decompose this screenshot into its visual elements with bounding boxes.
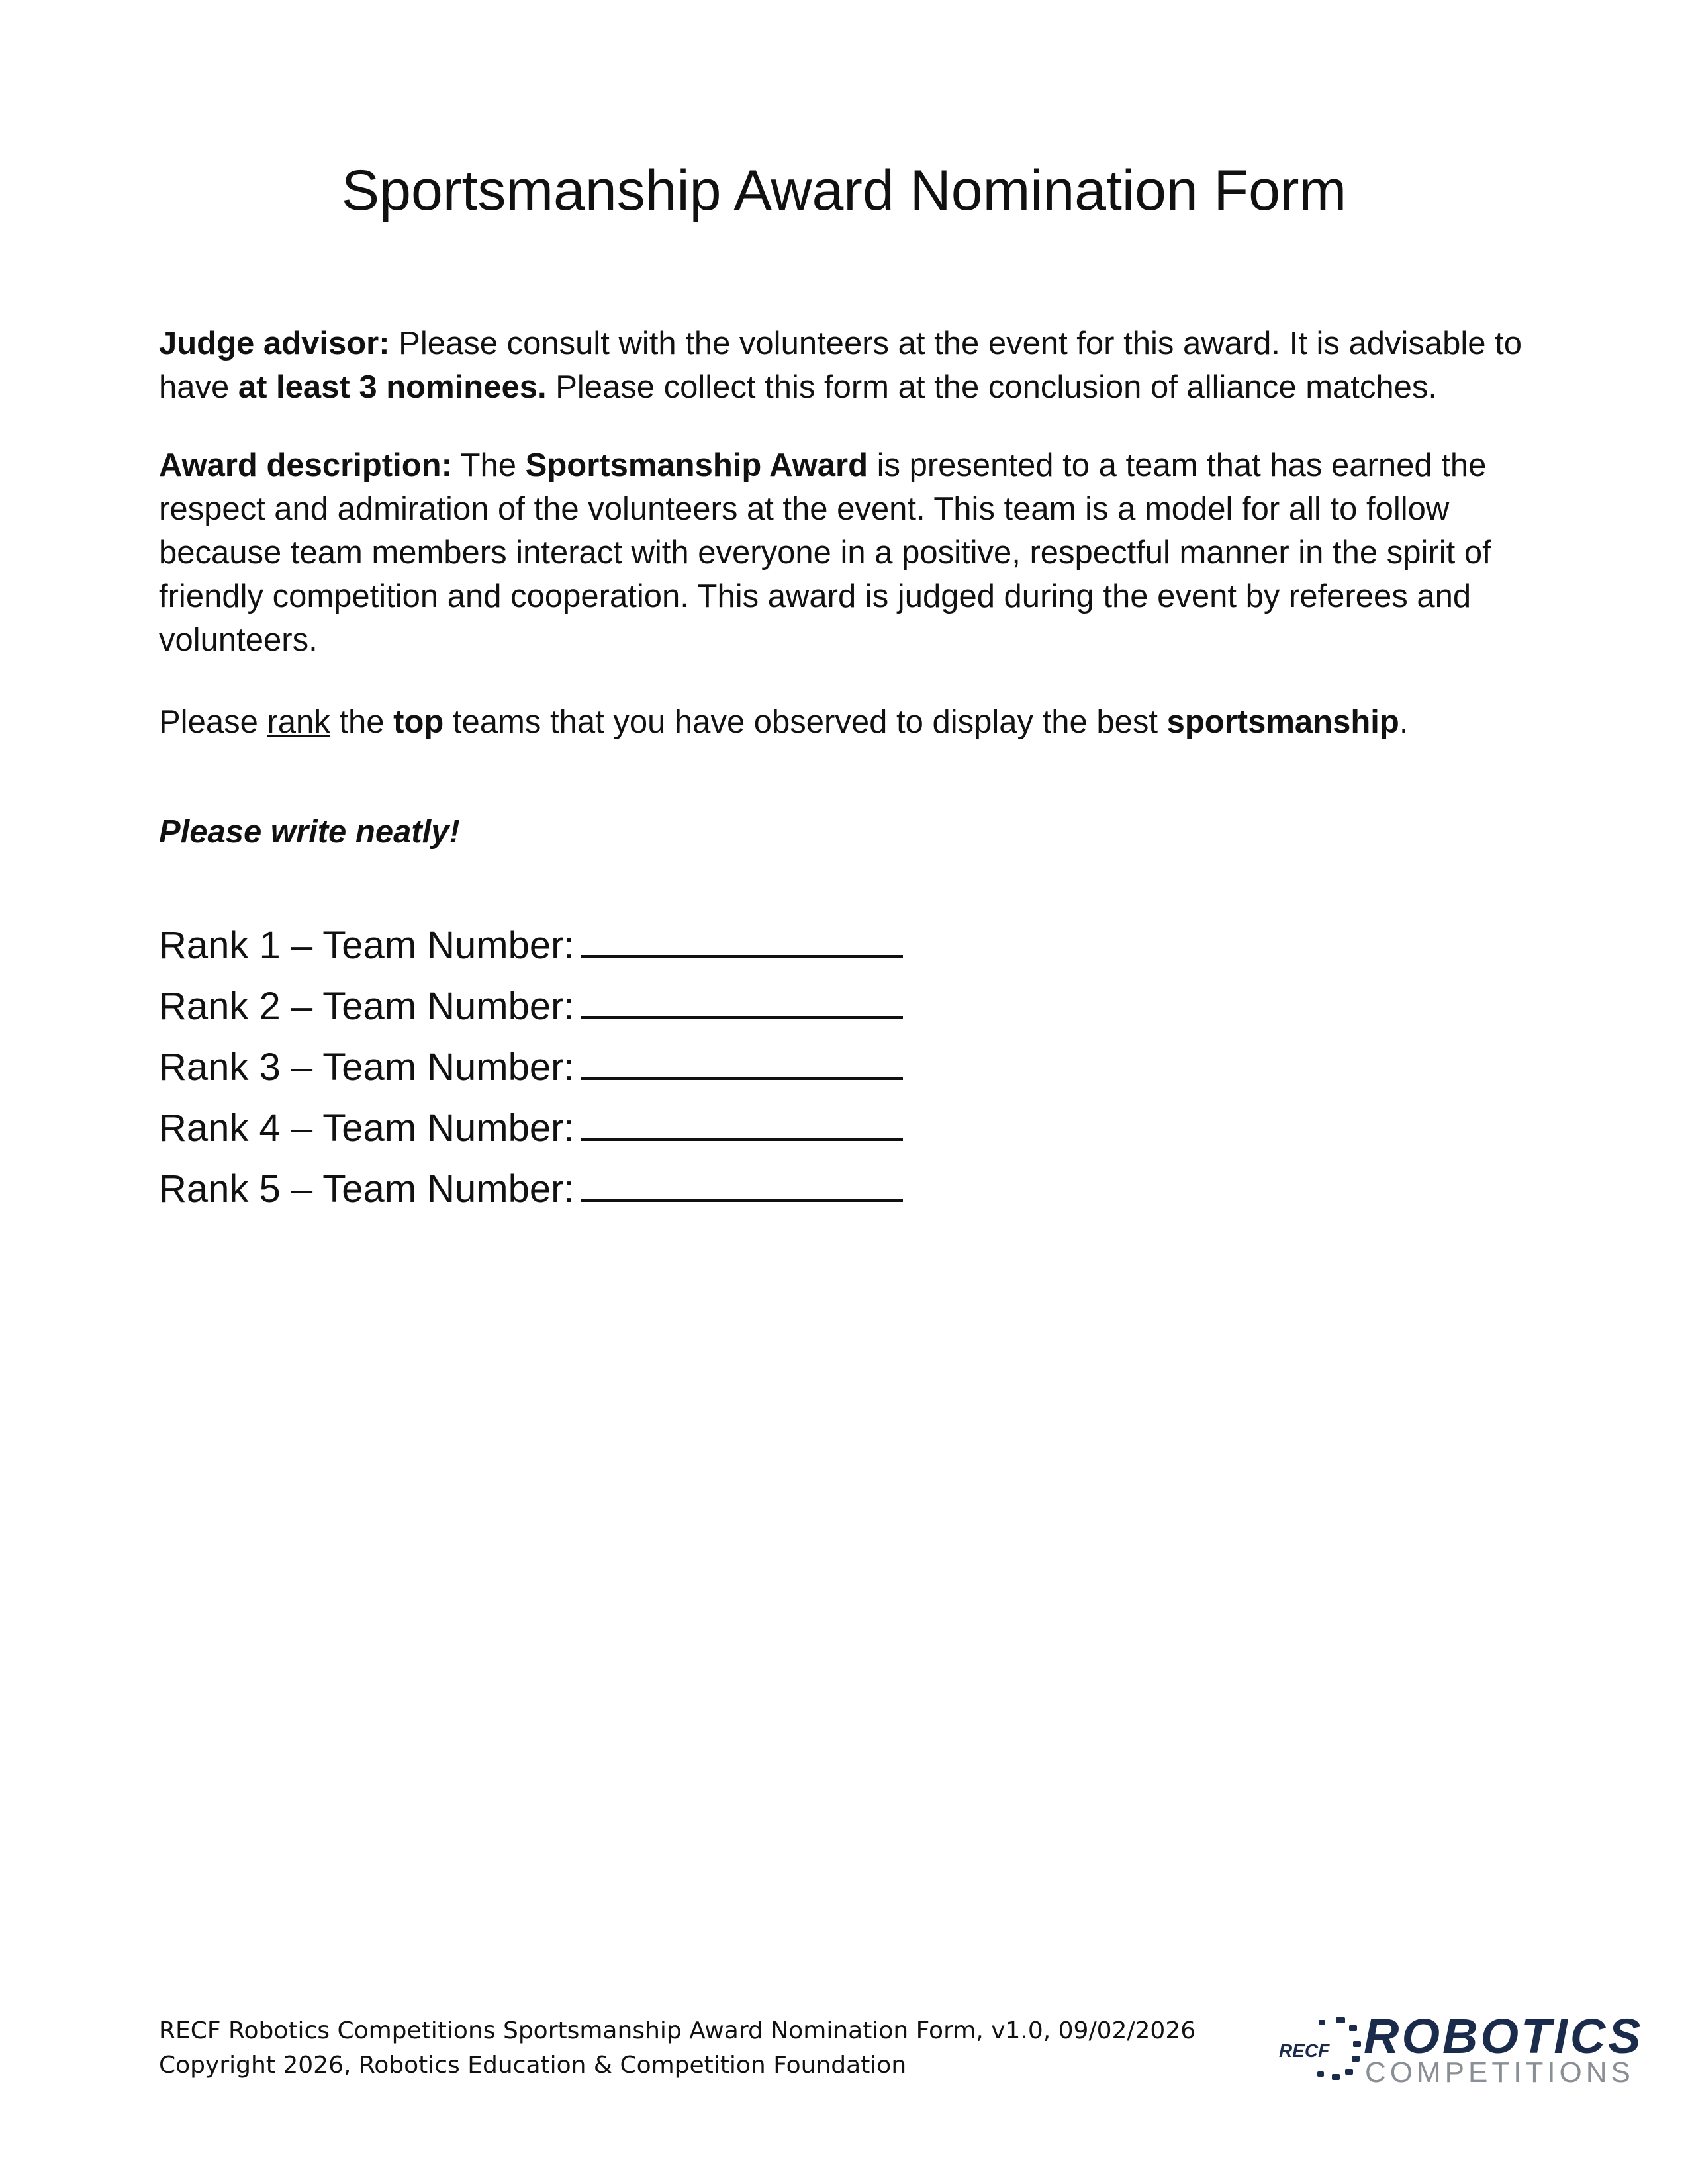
gear-icon [1278, 2016, 1364, 2082]
team-number-blank[interactable] [581, 1169, 903, 1202]
award-name: Sportsmanship Award [525, 447, 868, 483]
team-number-blank[interactable] [581, 987, 903, 1019]
judge-advisor-bold: at least 3 nominees. [238, 369, 547, 405]
award-description-text-1: The [451, 447, 526, 483]
instruction-text-2: the [330, 704, 394, 740]
rank-row-1 [159, 915, 903, 976]
instruction-text-4: . [1399, 704, 1409, 740]
rank-row-2 [159, 976, 903, 1037]
rank-label: Rank 5 – Team Number: [159, 1167, 575, 1210]
instruction-paragraph [159, 700, 1542, 744]
recf-logo [1278, 2009, 1644, 2089]
page-title: Sportsmanship Award Nomination Form [341, 159, 1347, 222]
instruction-top-word: top [393, 704, 444, 740]
footer-line-2: Copyright 2026, Robotics Education & Competition Foundation [159, 2052, 907, 2079]
rank-label: Rank 3 – Team Number: [159, 1046, 575, 1089]
logo-text-robotics: ROBOTICS [1364, 2009, 1644, 2064]
judge-advisor-paragraph [159, 322, 1542, 409]
rank-label: Rank 2 – Team Number: [159, 985, 575, 1028]
rank-row-5 [159, 1159, 903, 1220]
award-description-label: Award description: [159, 447, 452, 483]
logo-text-competitions: COMPETITIONS [1365, 2056, 1634, 2089]
instruction-text-1: Please [159, 704, 267, 740]
judge-advisor-text-2: Please collect this form at the conclusion of alliance matches. [546, 369, 1438, 405]
rank-row-3 [159, 1037, 903, 1098]
award-description-text-2: is presented to a team that has earned the respect and admiration of the volunteers at the event. This team is a model for all to follow because team members interact with everyone in a positive, respectful manner in the spirit of friendly competition and cooperation. This award is judged during the event by referees and volunteers. [159, 447, 1491, 658]
rank-list [159, 915, 903, 1220]
rank-row-4 [159, 1098, 903, 1159]
footer [159, 2014, 1196, 2083]
instruction-rank-word: rank [267, 704, 330, 740]
instruction-text-3: teams that you have observed to display the best [444, 704, 1167, 740]
rank-label: Rank 1 – Team Number: [159, 924, 575, 967]
judge-advisor-label: Judge advisor: [159, 326, 390, 361]
instruction-sportsmanship-word: sportsmanship [1166, 704, 1399, 740]
write-neatly-note: Please write neatly! [159, 814, 460, 850]
team-number-blank[interactable] [581, 1048, 903, 1080]
footer-line-1: RECF Robotics Competitions Sportsmanship Award Nomination Form, v1.0, 09/02/2026 [159, 2017, 1196, 2044]
team-number-blank[interactable] [581, 1109, 903, 1141]
rank-label: Rank 4 – Team Number: [159, 1107, 575, 1150]
award-description-paragraph [159, 443, 1542, 662]
team-number-blank[interactable] [581, 926, 903, 958]
judge-advisor-text-1: Please consult with the volunteers at the event for this award. It is advisable to have [159, 326, 1523, 405]
logo-mark-text: RECF [1279, 2040, 1330, 2061]
